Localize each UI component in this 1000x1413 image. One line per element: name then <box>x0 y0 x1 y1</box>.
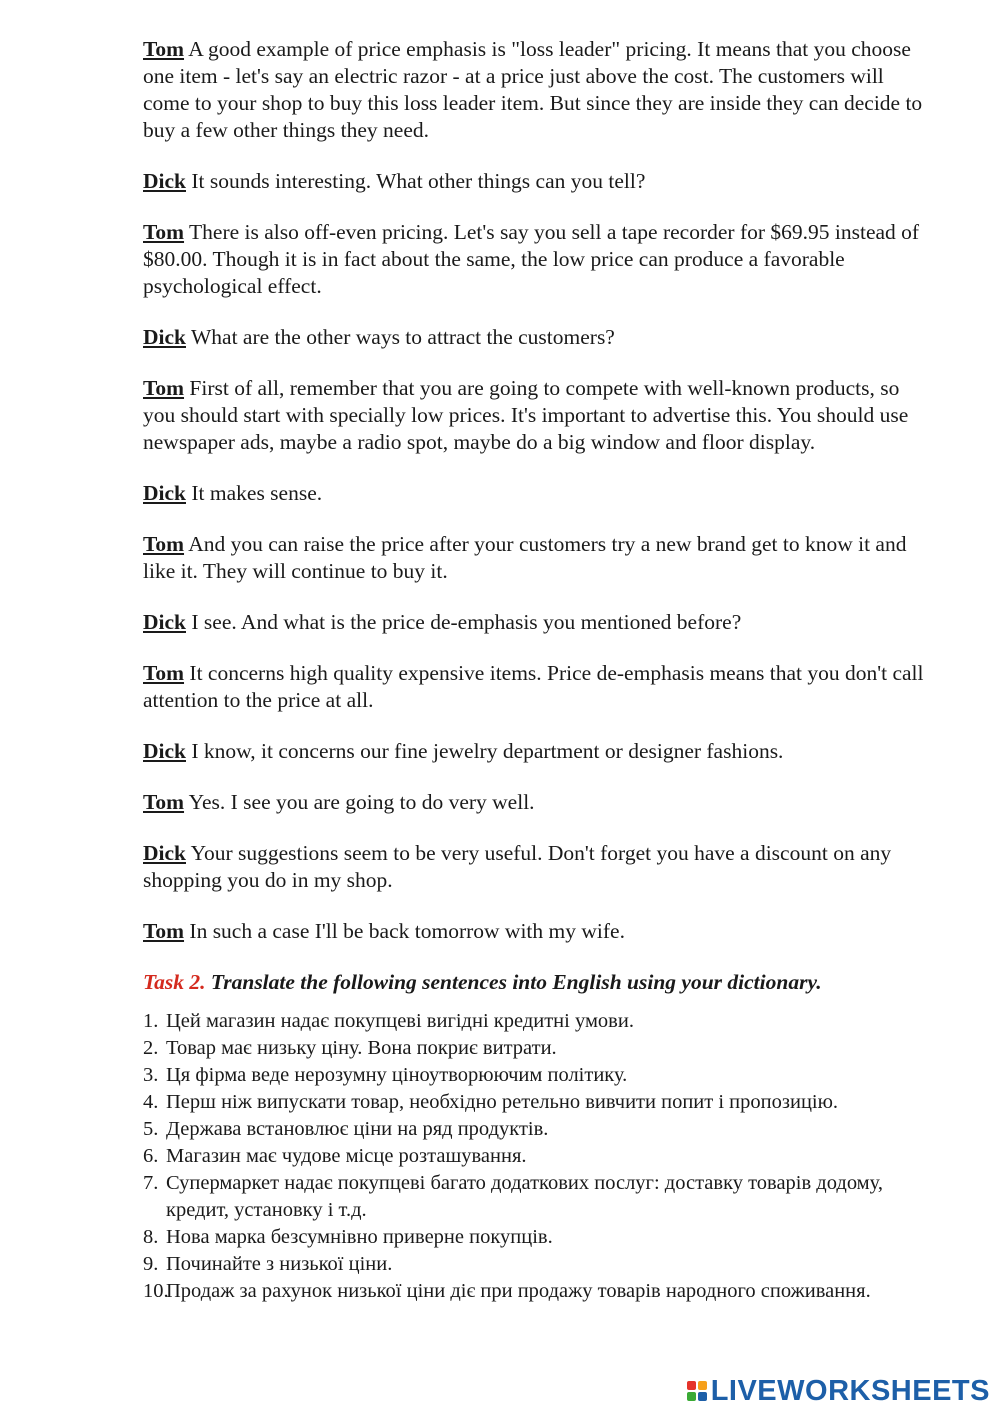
dialogue-turn <box>143 219 933 300</box>
speaker-name: Tom <box>143 661 185 685</box>
speaker-line: I see. And what is the price de-emphasis you mentioned before? <box>191 610 742 634</box>
logo-square-orange <box>698 1381 707 1390</box>
logo-text: LIVEWORKSHEETS <box>710 1374 990 1407</box>
speaker-name: Dick <box>143 841 186 865</box>
dialogue <box>143 36 933 945</box>
speaker-name: Dick <box>143 739 186 763</box>
sentence-text: Починайте з низької ціни. <box>166 1253 393 1275</box>
sentence-number: 8. <box>143 1226 159 1248</box>
dialogue-turn <box>143 36 933 144</box>
dialogue-turn <box>143 480 933 507</box>
speaker-name: Dick <box>143 610 186 634</box>
logo-square-red <box>687 1381 696 1390</box>
speaker-name: Tom <box>143 790 185 814</box>
sentence-text: Цей магазин надає покупцеві вигідні кредитні умови. <box>166 1010 634 1032</box>
dialogue-turn <box>143 375 933 456</box>
logo-square-green <box>687 1392 696 1401</box>
speaker-line: It concerns high quality expensive items. Price de-emphasis means that you don't call attention to the price at all. <box>143 661 924 712</box>
sentence-item <box>143 1278 933 1305</box>
speaker-name: Tom <box>143 532 185 556</box>
task-heading <box>143 969 933 996</box>
sentence-item <box>143 1116 933 1143</box>
sentence-number: 7. <box>143 1172 159 1194</box>
dialogue-turn <box>143 918 933 945</box>
sentence-number: 3. <box>143 1064 159 1086</box>
speaker-line: What are the other ways to attract the customers? <box>191 325 615 349</box>
speaker-line: I know, it concerns our fine jewelry department or designer fashions. <box>191 739 784 763</box>
dialogue-turn <box>143 840 933 894</box>
logo-square-blue <box>698 1392 707 1401</box>
dialogue-turn <box>143 324 933 351</box>
sentence-number: 2. <box>143 1037 159 1059</box>
speaker-line: A good example of price emphasis is "loss leader" pricing. It means that you choose one item - let's say an electric razor - at a price just above the cost. The customers will come to your shop to buy this loss leader item. But since they are inside they can decide to buy a few other things they need. <box>143 37 923 142</box>
speaker-name: Tom <box>143 37 185 61</box>
dialogue-turn <box>143 660 933 714</box>
sentence-number: 1. <box>143 1010 159 1032</box>
sentence-item <box>143 1035 933 1062</box>
sentence-item <box>143 1143 933 1170</box>
sentence-item <box>143 1089 933 1116</box>
sentence-item <box>143 1062 933 1089</box>
speaker-line: Yes. I see you are going to do very well. <box>188 790 535 814</box>
speaker-line: And you can raise the price after your customers try a new brand get to know it and like it. They will continue to buy it. <box>143 532 907 583</box>
sentence-item <box>143 1008 933 1035</box>
sentence-number: 4. <box>143 1091 159 1113</box>
speaker-name: Dick <box>143 481 186 505</box>
sentence-text: Магазин має чудове місце розташування. <box>166 1145 527 1167</box>
sentence-number: 10. <box>143 1280 169 1302</box>
dialogue-turn <box>143 609 933 636</box>
speaker-line: There is also off-even pricing. Let's say you sell a tape recorder for $69.95 instead of $80.00. Though it is in fact about the same, the low price can produce a favorable psychological effect. <box>143 220 920 298</box>
sentence-text: Перш ніж випускати товар, необхідно ретельно вивчити попит і пропозицію. <box>166 1091 839 1113</box>
sentence-number: 5. <box>143 1118 159 1140</box>
speaker-line: It makes sense. <box>191 481 323 505</box>
speaker-name: Dick <box>143 325 186 349</box>
speaker-name: Tom <box>143 919 185 943</box>
speaker-name: Tom <box>143 376 185 400</box>
sentence-list <box>143 1008 933 1305</box>
sentence-text: Товар має низьку ціну. Вона покриє витрати. <box>166 1037 557 1059</box>
sentence-number: 9. <box>143 1253 159 1275</box>
worksheet-page <box>143 36 933 1305</box>
speaker-name: Dick <box>143 169 186 193</box>
sentence-text: Ця фірма веде нерозумну ціноутворюючим політику. <box>166 1064 628 1086</box>
dialogue-turn <box>143 789 933 816</box>
task-label: Task 2. <box>143 970 206 994</box>
dialogue-turn <box>143 738 933 765</box>
speaker-name: Tom <box>143 220 185 244</box>
speaker-line: In such a case I'll be back tomorrow with my wife. <box>189 919 625 943</box>
task-instruction: Translate the following sentences into English using your dictionary. <box>210 970 822 994</box>
sentence-item <box>143 1170 933 1224</box>
sentence-text: Держава встановлює ціни на ряд продуктів. <box>166 1118 549 1140</box>
sentence-number: 6. <box>143 1145 159 1167</box>
dialogue-turn <box>143 531 933 585</box>
speaker-line: First of all, remember that you are going to compete with well-known products, so you should start with specially low prices. It's important to advertise this. You should use newspaper ads, maybe a radio spot, maybe do a big window and floor display. <box>143 376 909 454</box>
sentence-text: Продаж за рахунок низької ціни діє при продажу товарів народного споживання. <box>166 1280 871 1302</box>
liveworksheets-logo-icon <box>687 1381 707 1401</box>
sentence-item <box>143 1224 933 1251</box>
sentence-text: Нова марка безсумнівно приверне покупців. <box>166 1226 553 1248</box>
sentence-item <box>143 1251 933 1278</box>
speaker-line: Your suggestions seem to be very useful. Don't forget you have a discount on any shopping you do in my shop. <box>143 841 892 892</box>
speaker-line: It sounds interesting. What other things can you tell? <box>191 169 646 193</box>
liveworksheets-logo[interactable] <box>687 1373 990 1409</box>
sentence-text: Супермаркет надає покупцеві багато додаткових послуг: доставку товарів додому, кредит, установку і т.д. <box>166 1172 883 1221</box>
dialogue-turn <box>143 168 933 195</box>
